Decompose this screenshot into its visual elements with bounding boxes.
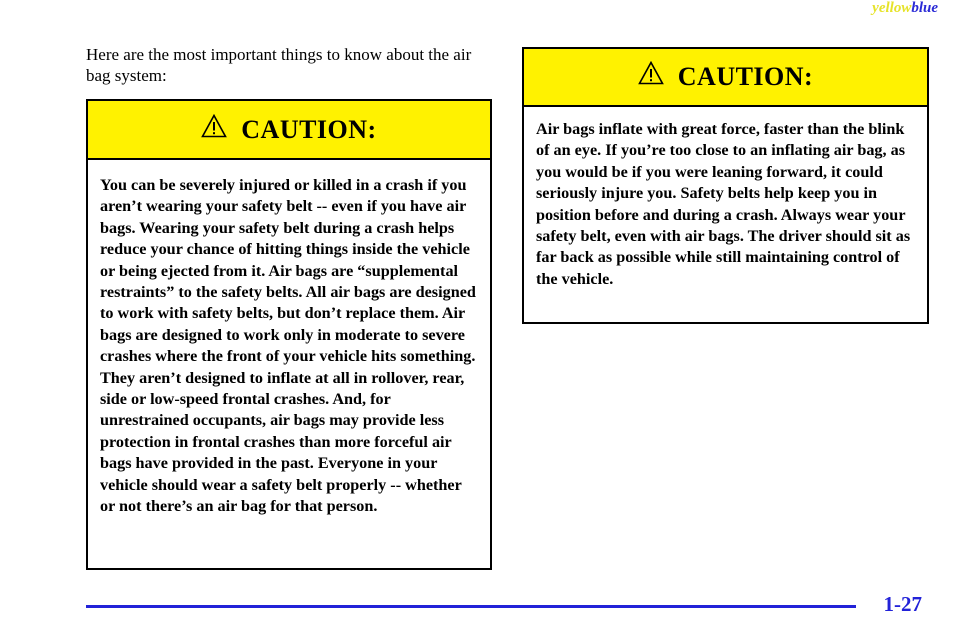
corner-tag-yellow: yellow [872, 0, 912, 16]
caution-text: Air bags inflate with great force, faster than the blink of an eye. If you’re too close to an inflating air bag, as you would be if you were leaning forward, it could seriously injure you. Safety belts help keep you in position before and during a crash. Always wear your safety belt, even with air bags. The driver should sit as far back as possible while still maintaining control of the vehicle. [536, 120, 911, 288]
caution-title: CAUTION: [241, 114, 377, 144]
caution-box-inflation-force [522, 47, 929, 324]
intro-paragraph: Here are the most important things to know about the air bag system: [86, 45, 472, 85]
warning-triangle-icon [638, 61, 664, 85]
caution-header [88, 101, 490, 160]
caution-box-seat-belt [86, 99, 492, 570]
corner-color-tag [872, 0, 938, 17]
footer-rule [86, 605, 856, 608]
page-number: 1-27 [883, 592, 922, 616]
warning-triangle-icon [201, 114, 227, 138]
corner-tag-blue: blue [911, 0, 938, 16]
caution-title: CAUTION: [677, 62, 814, 91]
caution-text: You can be severely injured or killed in a crash if you aren’t wearing your safety belt -- even if you have air bags. Wearing your safety belt during a crash helps reduce your chance of hitting things inside the vehicle or being ejected from it. Air bags are “supplemental restraints” to the safety belts. All air bags are designed to work with safety belts, but don’t replace them. Air bags are designed to work only in moderate to severe crashes where the front of your vehicle hits something. They aren’t designed to inflate at all in rollover, rear, side or low-speed frontal crashes. And, for unrestrained occupants, air bags may provide less protection in frontal crashes than more forceful air bags have provided in the past. Everyone in your vehicle should wear a safety belt properly -- whether or not there’s an air bag for that person. [100, 176, 476, 516]
caution-header [524, 49, 927, 107]
